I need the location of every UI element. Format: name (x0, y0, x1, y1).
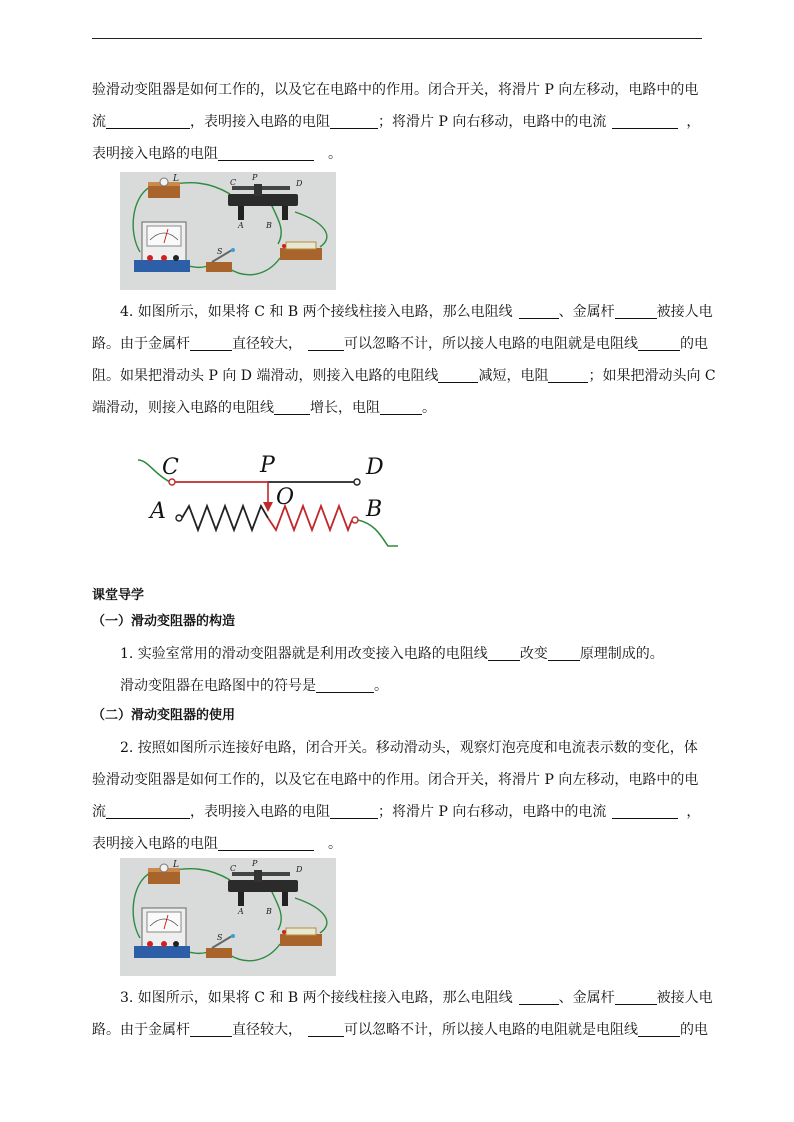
photo-label-L: L (173, 860, 179, 870)
paragraph-line: 流 ，表明接入电路的电阻 ；将滑片 P 向右移动，电路中的电流 ， (92, 114, 701, 130)
answer-blank[interactable] (308, 1020, 344, 1037)
answer-blank[interactable] (612, 112, 678, 129)
answer-blank[interactable] (638, 1020, 680, 1037)
circuit-photo-drawing (120, 172, 336, 290)
paragraph-line: 流 ，表明接入电路的电阻 ；将滑片 P 向右移动，电路中的电流 ， (92, 804, 701, 820)
photo-label-P: P (252, 859, 258, 868)
diagram-label-O: O (276, 485, 295, 510)
photo-label-C: C (230, 864, 237, 873)
paragraph-line: 表明接入电路的电阻 。 (92, 146, 342, 162)
photo-label-L: L (173, 174, 179, 184)
answer-blank[interactable] (218, 144, 314, 161)
header-rule (92, 38, 702, 39)
answer-blank[interactable] (615, 302, 657, 319)
paragraph-line: 路。由于金属杆 直径较大， 可以忽略不计，所以接人电路的电阻就是电阻线 的电 (92, 1022, 708, 1038)
answer-blank[interactable] (488, 644, 520, 661)
paragraph-line: 路。由于金属杆 直径较大， 可以忽略不计，所以接人电路的电阻就是电阻线 的电 (92, 336, 708, 352)
paragraph-line: 验滑动变阻器是如何工作的，以及它在电路中的作用。闭合开关，将滑片 P 向左移动，电路中的电 (92, 772, 699, 788)
section-title: 课堂导学 (92, 588, 145, 603)
answer-blank[interactable] (190, 1020, 232, 1037)
diagram-label-A: A (150, 499, 166, 524)
diagram-label-B: B (366, 497, 383, 522)
photo-label-S: S (217, 933, 223, 942)
paragraph-line: 3. 如图所示，如果将 C 和 B 两个接线柱接入电路，那么电阻线 、金属杆 被接人电 (120, 990, 713, 1006)
subsection-title-structure: （一）滑动变阻器的构造 (92, 614, 236, 629)
answer-blank[interactable] (438, 366, 478, 383)
circuit-photo-drawing (120, 858, 336, 976)
paragraph-line: 验滑动变阻器是如何工作的，以及它在电路中的作用。闭合开关，将滑片 P 向左移动，电路中的电 (92, 82, 699, 98)
answer-blank[interactable] (519, 988, 559, 1005)
answer-blank[interactable] (274, 398, 310, 415)
photo-label-B: B (266, 907, 272, 916)
rheostat-diagram (136, 440, 406, 556)
circuit-photo (120, 858, 336, 976)
answer-blank[interactable] (612, 802, 678, 819)
answer-blank[interactable] (330, 112, 378, 129)
answer-blank[interactable] (190, 334, 232, 351)
photo-label-A: A (238, 907, 244, 916)
rheostat-diagram-svg (136, 440, 406, 556)
paragraph-line: 端滑动，则接入电路的电阻线 增长，电阻 。 (92, 400, 436, 416)
paragraph-line: 阻。如果把滑动头 P 向 D 端滑动，则接入电路的电阻线 减短，电阻 ；如果把滑动头向 C (92, 368, 716, 384)
answer-blank[interactable] (548, 366, 588, 383)
paragraph-line: 表明接入电路的电阻 。 (92, 836, 342, 852)
paragraph-line: 滑动变阻器在电路图中的符号是 。 (120, 678, 388, 694)
answer-blank[interactable] (218, 834, 314, 851)
diagram-label-P: P (260, 453, 275, 478)
photo-label-D: D (296, 179, 303, 188)
diagram-label-C: C (162, 455, 179, 480)
answer-blank[interactable] (638, 334, 680, 351)
paragraph-line: 1. 实验室常用的滑动变阻器就是利用改变接入电路的电阻线 改变 原理制成的。 (120, 646, 664, 662)
answer-blank[interactable] (548, 644, 580, 661)
photo-label-A: A (238, 221, 244, 230)
photo-label-B: B (266, 221, 272, 230)
answer-blank[interactable] (519, 302, 559, 319)
photo-label-D: D (296, 865, 303, 874)
photo-label-C: C (230, 178, 237, 187)
circuit-photo (120, 172, 336, 290)
answer-blank[interactable] (106, 112, 190, 129)
answer-blank[interactable] (106, 802, 190, 819)
answer-blank[interactable] (330, 802, 378, 819)
paragraph-line: 2. 按照如图所示连接好电路，闭合开关。移动滑动头，观察灯泡亮度和电流表示数的变化，体 (120, 740, 698, 756)
answer-blank[interactable] (380, 398, 422, 415)
answer-blank[interactable] (308, 334, 344, 351)
paragraph-line: 4. 如图所示，如果将 C 和 B 两个接线柱接入电路，那么电阻线 、金属杆 被接人电 (120, 304, 713, 320)
photo-label-P: P (252, 173, 258, 182)
subsection-title-usage: （二）滑动变阻器的使用 (92, 708, 236, 723)
photo-label-S: S (217, 247, 223, 256)
diagram-label-D: D (366, 455, 384, 480)
answer-blank[interactable] (316, 676, 374, 693)
answer-blank[interactable] (615, 988, 657, 1005)
